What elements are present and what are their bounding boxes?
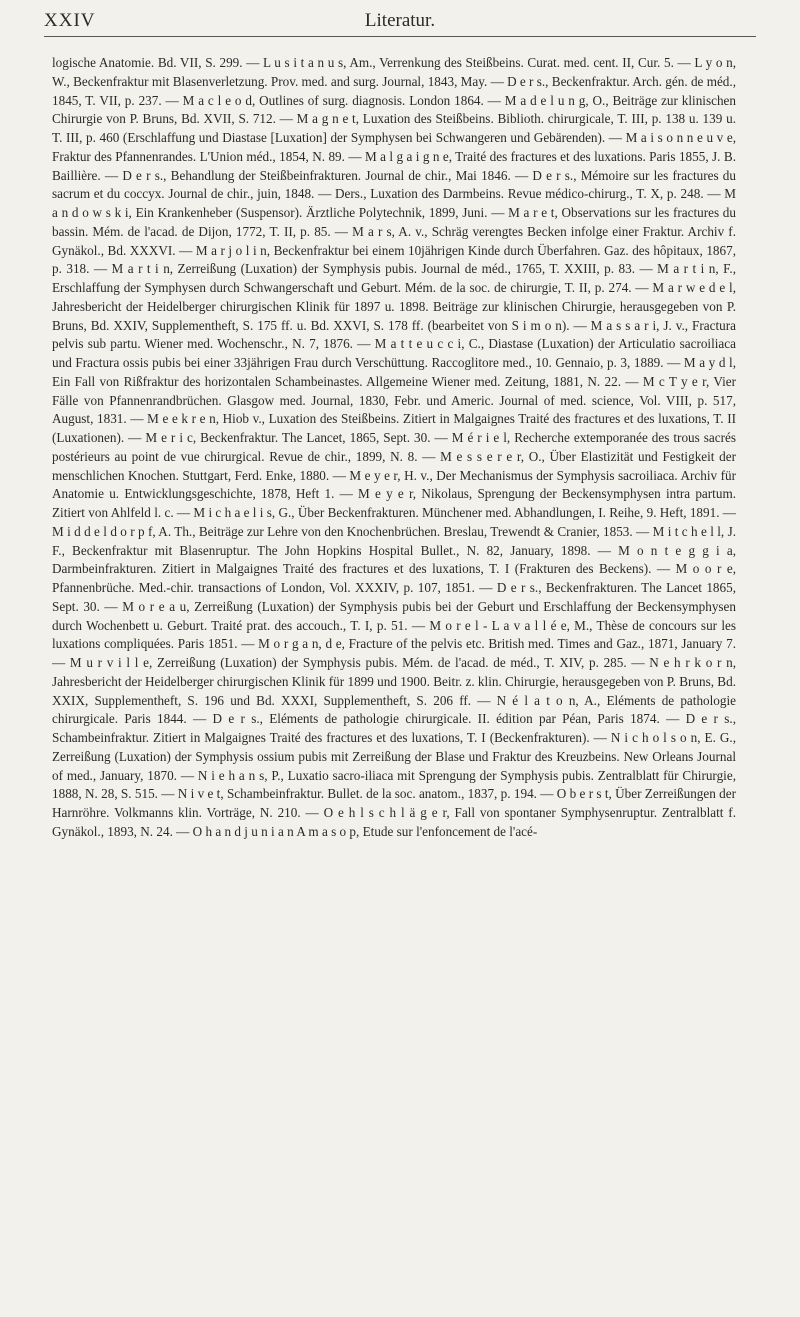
bibliography-text <box>52 54 736 842</box>
running-title: Literatur. <box>364 10 436 31</box>
bibliography-paragraph: logische Anatomie. Bd. VII, S. 299. — L u s i t a n u s, Am., Verrenkung des Steißbeins. Curat. med. cent. II, Cur. 5. — L y o n, W., Beckenfraktur mit Blasenverletzung. Prov. med. and surg. Journal, 1843, May. — D e r s., Beckenfraktur. Arch. gén. de méd., 1845, T. VII, p. 237. — M a c l e o d, Outlines of surg. diagnosis. London 1864. — M a d e l u n g, O., Beiträge zur klinischen Chirurgie von P. Bruns, Bd. XVII, S. 712. — M a g n e t, Luxation des Steißbeins. Biblioth. chirurgicale, T. III, p. 138 u. 139 u. T. III, p. 460 (Erschlaffung und Diastase [Luxation] der Symphysen bei Schwangeren und Gebärenden). — M a i s o n n e u v e, Fraktur des Pfannenrandes. L'Union méd., 1854, N. 89. — M a l g a i g n e, Traité des fractures et des luxations. Paris 1855, J. B. Baillière. — D e r s., Behandlung der Steißbeinfrakturen. Journal de chir., Mai 1846. — D e r s., Mémoire sur les fractures du sacrum et du coccyx. Journal de chir., juin, 1848. — Ders., Luxation des Darmbeins. Revue médico-chirurg., T. X, p. 248. — M a n d o w s k i, Ein Krankenheber (Suspensor). Ärztliche Polytechnik, 1899, Juni. — M a r e t, Observations sur les fractures du bassin. Mém. de l'acad. de Dijon, 1772, T. II, p. 85. — M a r s, A. v., Schräg verengtes Becken infolge einer Fraktur. Archiv f. Gynäkol., Bd. XXXVI. — M a r j o l i n, Beckenfraktur bei einem 10jährigen Kinde durch Überfahren. Gaz. des hôpitaux, 1867, p. 318. — M a r t i n, Zerreißung (Luxation) der Symphysis pubis. Journal de méd., 1765, T. XXIII, p. 83. — M a r t i n, F., Erschlaffung der Symphysen durch Schwangerschaft und Geburt. Mém. de la soc. de chirurgie, T. II, p. 274. — M a r w e d e l, Jahresbericht der Heidelberger chirurgischen Klinik für 1897 u. 1898. Beiträge zur klinischen Chirurgie, herausgegeben von P. Bruns, Bd. XXIV, Supplementheft, S. 175 ff. u. Bd. XXVI, S. 178 ff. (bearbeitet von S i m o n). — M a s s a r i, J. v., Fractura pelvis sub partu. Wiener med. Wochenschr., N. 7, 1876. — M a t t e u c c i, C., Diastase (Luxation) der Articulatio sacroiliaca und Fractura ossis pubis bei einer 33jährigen Frau durch Verschüttung. Raccoglitore med., 10. Gennaio, p. 3, 1889. — M a y d l, Ein Fall von Rißfraktur des horizontalen Schambeinastes. Allgemeine Wiener med. Zeitung, 1881, N. 22. — M c T y e r, Vier Fälle von Pfannenrandbrüchen. Glasgow med. Journal, 1830, Febr. und Americ. Journal of med. science, Vol. VIII, p. 517, August, 1831. — M e e k r e n, Hiob v., Luxation des Steißbeins. Zitiert in Malgaignes Traité des fractures et des luxations, T. II (Luxationen). — M e r i c, Beckenfraktur. The Lancet, 1865, Sept. 30. — M é r i e l, Recherche extemporanée des trous sacrés postérieurs au point de vue chirurgical. Revue de chir., 1899, N. 8. — M e s s e r e r, O., Über Elastizität und Festigkeit der menschlichen Knochen. Stuttgart, Ferd. Enke, 1880. — M e y e r, H. v., Der Mechanismus der Symphysis sacroiliaca. Archiv für Anatomie u. Entwicklungsgeschichte, 1878, Heft 1. — M e y e r, Nikolaus, Sprengung der Beckensymphysen intra partum. Zitiert von Ahlfeld l. c. — M i c h a e l i s, G., Über Beckenfrakturen. Münchener med. Abhandlungen, I. Reihe, 9. Heft, 1891. — M i d d e l d o r p f, A. Th., Beiträge zur Lehre von den Knochenbrüchen. Breslau, Trewendt & Cranier, 1853. — M i t c h e l l, J. F., Beckenfraktur mit Blasenruptur. The John Hopkins Hospital Bullet., N. 82, January, 1898. — M o n t e g g i a, Darmbeinfrakturen. Zitiert in Malgaignes Traité des fractures et des luxations, T. I (Frakturen des Beckens). — M o o r e, Pfannenbrüche. Med.-chir. transactions of London, Vol. XXXIV, p. 107, 1851. — D e r s., Beckenfrakturen. The Lancet 1865, Sept. 30. — M o r e a u, Zerreißung (Luxation) der Symphysis pubis bei der Geburt und Erschlaffung der Beckensymphysen durch Wochenbett u. Geburt. Traité prat. des accouch., T. I, p. 51. — M o r e l - L a v a l l é e, M., Thèse de concours sur les luxations compliquées. Paris 1851. — M o r g a n, d e, Fracture of the pelvis etc. British med. Times and Gaz., 1871, January 7. — M u r v i l l e, Zerreißung (Luxation) der Symphysis pubis. Mém. de l'acad. de méd., T. XIV, p. 285. — N e h r k o r n, Jahresbericht der Heidelberger chirurgischen Klinik für 1899 und 1900. Beitr. z. klin. Chirurgie, herausgegeben von P. Bruns, Bd. XXIX, Supplementheft, S. 196 und Bd. XXXI, Supplementheft, S. 206 ff. — N é l a t o n, A., Eléments de pathologie chirurgicale. Paris 1844. — D e r s., Eléments de pathologie chirurgicale. II. édition par Péan, Paris 1874. — D e r s., Schambeinfraktur. Zitiert in Malgaignes Traité des fractures et des luxations, T. I (Beckenfrakturen). — N i c h o l s o n, E. G., Zerreißung (Luxation) der Symphysis ossium pubis mit Zerreißung der Blase und Fraktur des Kreuzbeins. New Orleans Journal of med., January, 1870. — N i e h a n s, P., Luxatio sacro-iliaca mit Sprengung der Symphysis pubis. Zentralblatt für Chirurgie, 1888, N. 28, S. 515. — N i v e t, Schambeinfraktur. Bullet. de la soc. anatom., 1837, p. 194. — O b e r s t, Über Zerreißungen der Harnröhre. Volkmanns klin. Vorträge, N. 210. — O e h l s c h l ä g e r, Fall von spontaner Symphysenruptur. Zentralblatt f. Gynäkol., 1893, N. 24. — O h a n d j u n i a n A m a s o p, Etude sur l'enfoncement de l'acé- <box>52 55 736 839</box>
page-header <box>44 8 756 37</box>
page-number: XXIV <box>44 10 96 31</box>
